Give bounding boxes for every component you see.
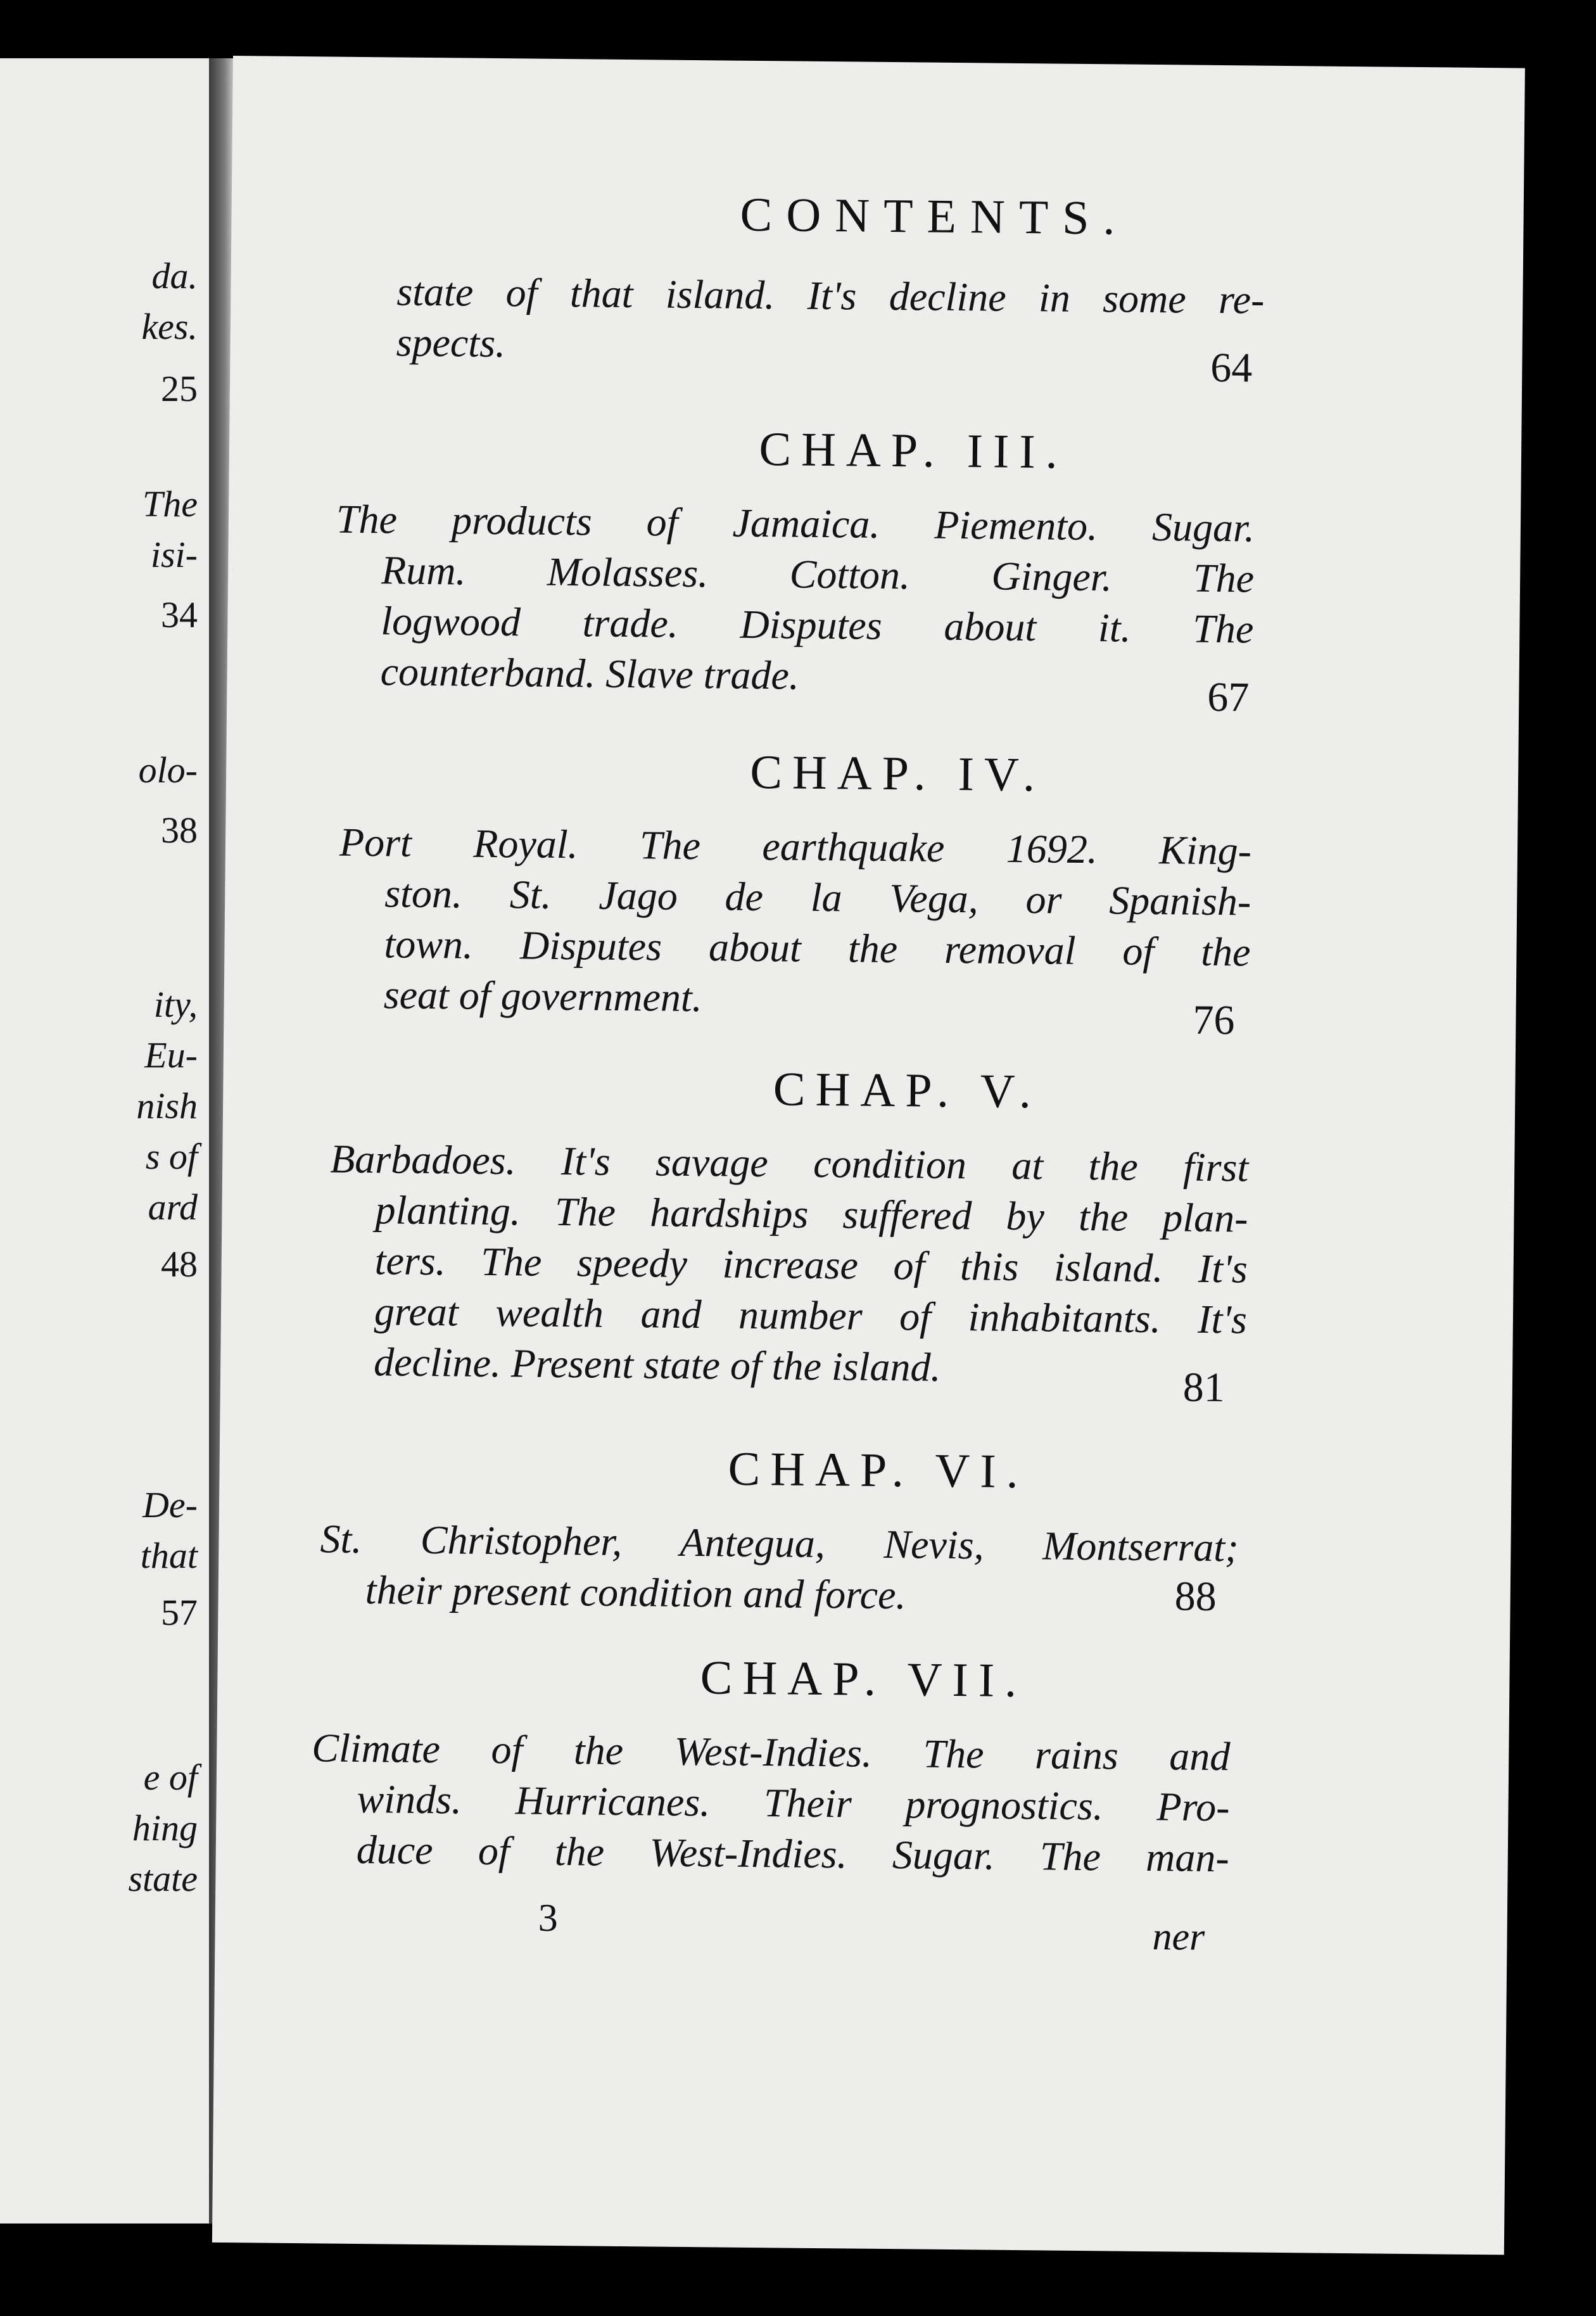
entry-line: planting. The hardships suffered by the plan- (375, 1187, 1248, 1241)
entry-line: seat of government. (383, 972, 703, 1021)
left-fragment: that (140, 1535, 198, 1576)
left-fragment: da. (151, 255, 198, 296)
chapter-heading: CHAP. VI. (728, 1442, 1029, 1499)
signature-mark: 3 (538, 1896, 559, 1940)
left-fragment: s of (145, 1136, 198, 1177)
left-fragment: 48 (161, 1244, 198, 1285)
entry-line: Climate of the West-Indies. The rains and (312, 1725, 1231, 1779)
page-number: 64 (1210, 344, 1253, 391)
left-fragment: 25 (161, 368, 198, 409)
chapter-heading: CHAP. IV. (749, 745, 1046, 802)
chapter-entry (310, 1722, 1230, 1883)
entry-line: town. Disputes about the removal of the (384, 921, 1251, 975)
entry-line: Rum. Molasses. Cotton. Ginger. The (381, 547, 1255, 601)
left-page (0, 58, 209, 2224)
left-fragment: 38 (161, 810, 198, 851)
right-page (212, 56, 1525, 2255)
running-head: CONTENTS. (740, 188, 1129, 245)
left-fragment: nish (136, 1085, 198, 1126)
left-fragment: e of (143, 1757, 198, 1798)
entry-line: ston. St. Jago de la Vega, or Spanish- (384, 870, 1251, 924)
left-fragment: Eu- (144, 1034, 198, 1076)
chapter-entry (328, 1134, 1249, 1396)
chapter-entry (334, 494, 1255, 706)
catchword: ner (1152, 1915, 1205, 1959)
left-fragment: 57 (161, 1592, 198, 1633)
entry-line: state of that island. It's decline in some re- (396, 269, 1265, 322)
page-number: 76 (1193, 996, 1235, 1044)
entry-line: spects. (396, 319, 506, 366)
entry-line: ters. The speedy increase of this island. It's (374, 1238, 1248, 1292)
left-fragment: The (142, 483, 198, 525)
page-number: 81 (1182, 1364, 1226, 1411)
carryover-entry (396, 266, 1264, 376)
entry-line: St. Christopher, Antegua, Nevis, Montserrat; (320, 1516, 1239, 1570)
chapter-heading: CHAP. III. (759, 423, 1068, 479)
entry-line: winds. Hurricanes. Their prognostics. Pro- (357, 1776, 1230, 1830)
chapter-entry (338, 817, 1251, 1029)
page-number: 88 (1174, 1573, 1217, 1620)
left-fragment: De- (142, 1484, 198, 1525)
entry-line: counterband. Slave trade. (380, 649, 800, 698)
entry-line: Port Royal. The earthquake 1692. King- (339, 819, 1252, 874)
left-fragment: state (128, 1858, 198, 1899)
chapter-heading: CHAP. VII. (700, 1651, 1027, 1708)
left-fragment: isi- (150, 534, 198, 575)
left-fragment: olo- (138, 749, 198, 791)
entry-line: great wealth and number of inhabitants. It's (374, 1288, 1248, 1342)
entry-line: Barbadoes. It's savage condition at the first (329, 1136, 1249, 1190)
left-fragment: hing (132, 1807, 198, 1848)
left-fragment: ard (148, 1187, 198, 1228)
left-fragment: 34 (161, 594, 198, 635)
chapter-entry (319, 1513, 1238, 1624)
chapter-heading: CHAP. V. (773, 1062, 1042, 1119)
entry-line: their present condition and force. (365, 1567, 906, 1618)
page-number: 67 (1207, 673, 1250, 721)
left-fragment: ity, (153, 984, 198, 1025)
entry-line: The products of Jamaica. Piemento. Sugar. (336, 496, 1255, 550)
entry-line: decline. Present state of the island. (373, 1339, 941, 1390)
entry-line: duce of the West-Indies. Sugar. The man- (356, 1827, 1230, 1881)
entry-line: logwood trade. Disputes about it. The (381, 598, 1254, 652)
left-fragment: kes. (141, 306, 198, 347)
